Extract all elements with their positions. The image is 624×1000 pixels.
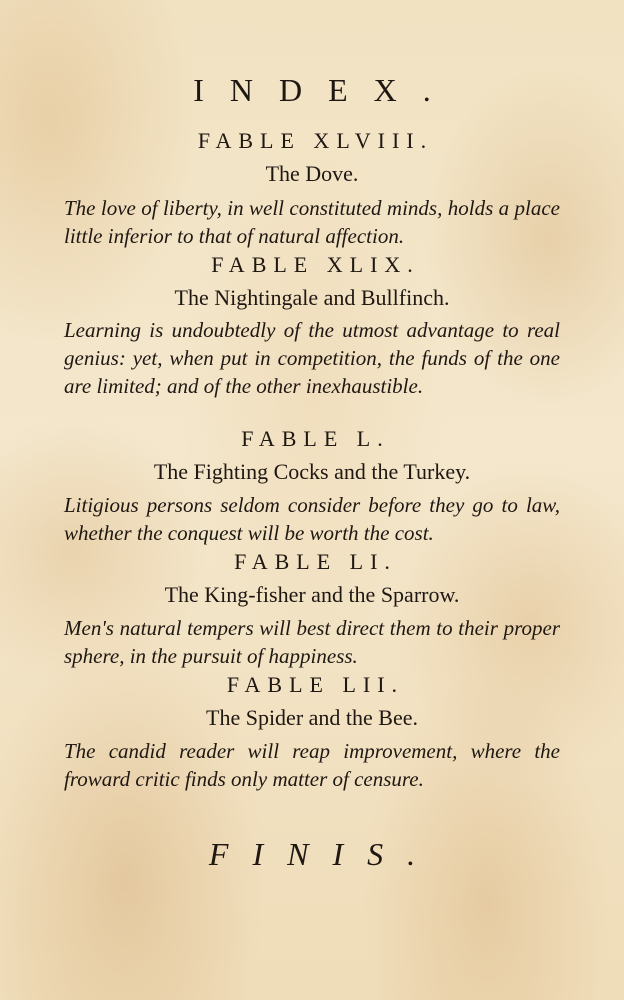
fable-name: The Spider and the Bee. [206, 705, 418, 730]
fable-moral: Learning is undoubtedly of the utmost advantage to real genius: yet, when put in competition, the funds of the one are limited; and of the other inexhaustible. [64, 318, 560, 398]
fable-title: FABLE XLIX. [211, 252, 420, 277]
fable-name: The King-fisher and the Sparrow. [164, 582, 460, 607]
fable-name: The Nightingale and Bullfinch. [174, 285, 450, 310]
fable-name: The Fighting Cocks and the Turkey. [153, 459, 471, 484]
fable-moral: Litigious persons seldom consider before they go to law, whether the conquest will be worth the cost. [64, 493, 560, 545]
fable-moral: Men's natural tempers will best direct them to their proper sphere, in the pursuit of happiness. [64, 616, 560, 668]
finis-text: FINIS. [208, 836, 440, 872]
fable-moral: The candid reader will reap improvement, where the froward critic finds only matter of censure. [64, 739, 560, 791]
fable-title: FABLE LII. [226, 672, 405, 697]
fable-moral: The love of liberty, in well constituted minds, holds a place little inferior to that of natural affection. [64, 196, 560, 248]
fable-title: FABLE L. [241, 426, 390, 451]
fable-title: FABLE LI. [234, 549, 397, 574]
fable-name: The Dove. [265, 161, 359, 186]
index-heading: INDEX. [193, 72, 457, 108]
fable-title: FABLE XLVIII. [197, 128, 434, 153]
